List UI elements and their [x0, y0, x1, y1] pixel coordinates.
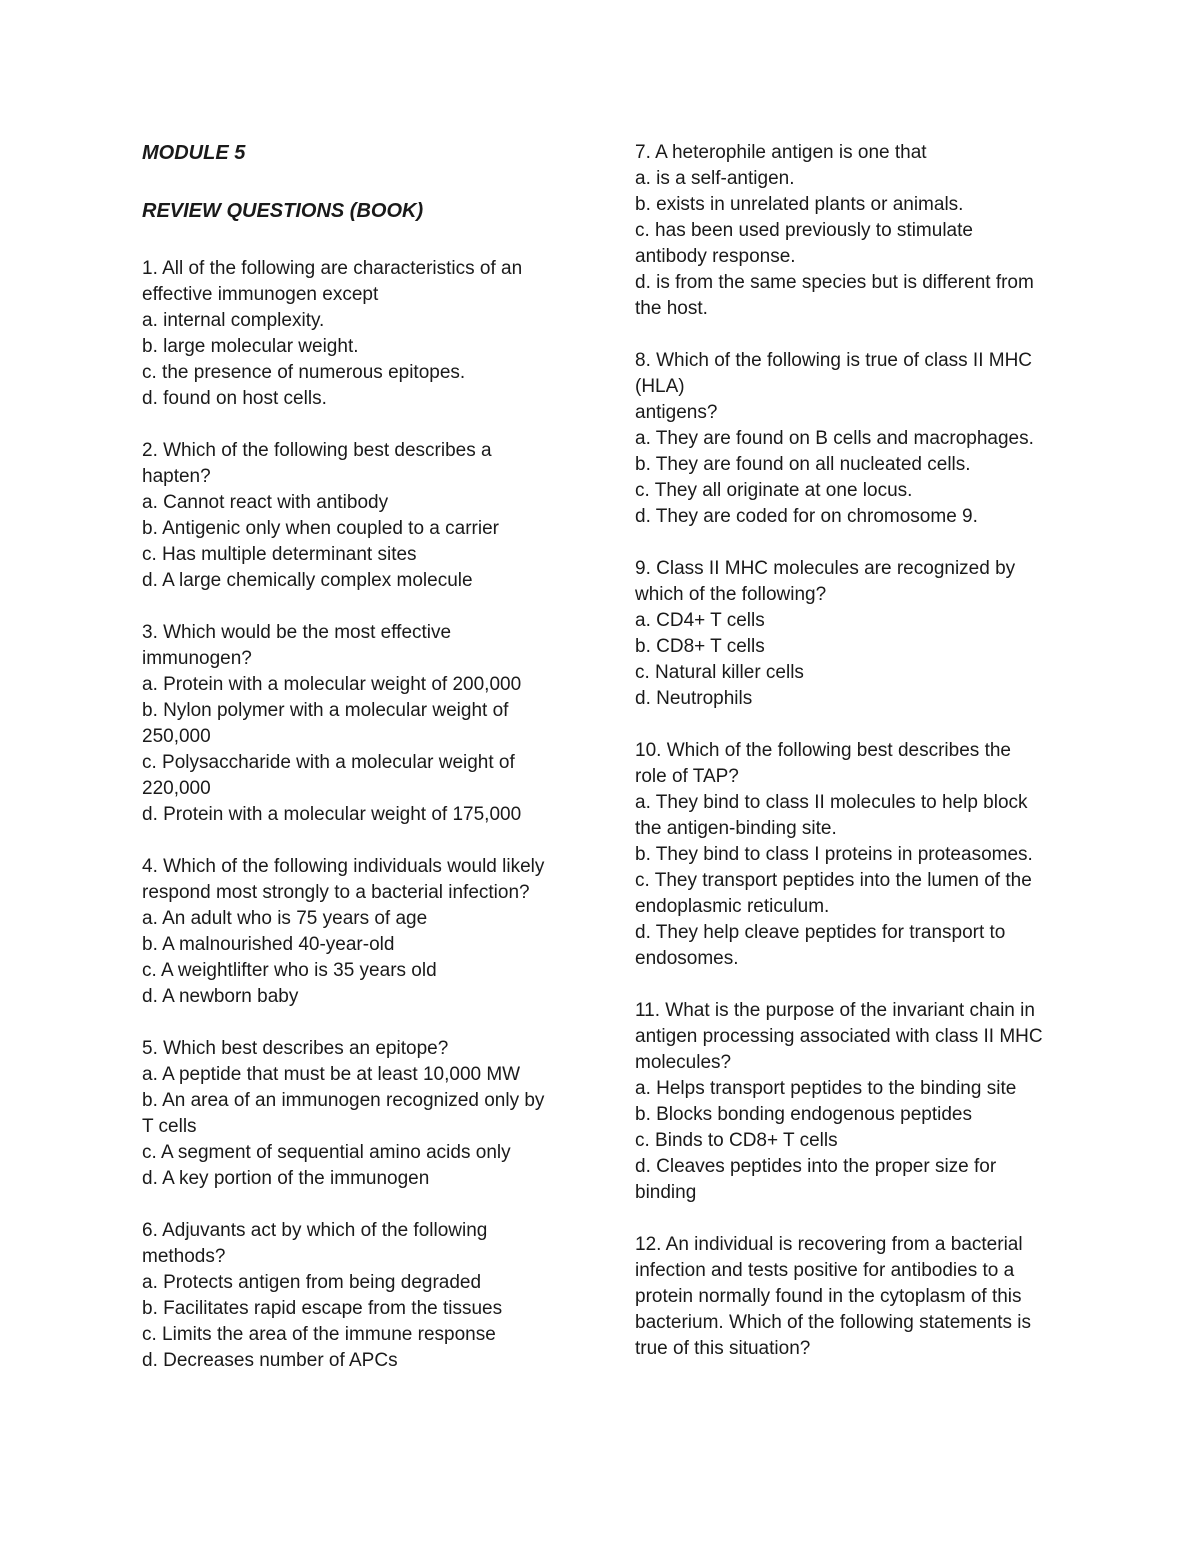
question-line: b. exists in unrelated plants or animals. — [635, 194, 964, 215]
question-line: c. Natural killer cells — [635, 662, 804, 683]
question-line: b. Blocks bonding endogenous peptides — [635, 1104, 972, 1125]
question-line: b. large molecular weight. — [142, 336, 359, 357]
question-line: 220,000 — [142, 778, 211, 799]
question-line: 8. Which of the following is true of class II MHC — [635, 350, 1033, 371]
question-line: d. Cleaves peptides into the proper size for — [635, 1156, 997, 1177]
question-line: T cells — [142, 1116, 197, 1137]
question-line: a. An adult who is 75 years of age — [142, 908, 428, 929]
question-line: 4. Which of the following individuals would likely — [142, 856, 545, 877]
question-line: 10. Which of the following best describes the — [635, 740, 1011, 761]
question-line: b. They bind to class I proteins in proteasomes. — [635, 844, 1033, 865]
question-line: binding — [635, 1182, 697, 1203]
question-line: d. A key portion of the immunogen — [142, 1168, 430, 1189]
question-line: 7. A heterophile antigen is one that — [635, 142, 927, 163]
question-line: infection and tests positive for antibodies to a — [635, 1260, 1015, 1281]
question-line: which of the following? — [635, 584, 827, 605]
question-line: 3. Which would be the most effective — [142, 622, 452, 643]
question-line: d. They help cleave peptides for transport to — [635, 922, 1006, 943]
question-block — [635, 556, 1075, 712]
question-block — [142, 438, 582, 594]
question-line: b. CD8+ T cells — [635, 636, 765, 657]
question-line: protein normally found in the cytoplasm of this — [635, 1286, 1022, 1307]
question-line: respond most strongly to a bacterial infection? — [142, 882, 530, 903]
question-line: a. Helps transport peptides to the binding site — [635, 1078, 1017, 1099]
question-line: c. A weightlifter who is 35 years old — [142, 960, 437, 981]
question-line: the host. — [635, 298, 708, 319]
question-line: d. A newborn baby — [142, 986, 299, 1007]
question-line: c. They all originate at one locus. — [635, 480, 913, 501]
section-title: REVIEW QUESTIONS (BOOK) — [142, 200, 424, 222]
question-line: c. Polysaccharide with a molecular weight of — [142, 752, 515, 773]
question-line: a. Protein with a molecular weight of 200,000 — [142, 674, 522, 695]
right-question-list — [635, 140, 1075, 1362]
question-line: methods? — [142, 1246, 226, 1267]
question-line: b. Nylon polymer with a molecular weight of — [142, 700, 509, 721]
question-line: endoplasmic reticulum. — [635, 896, 830, 917]
question-line: a. Cannot react with antibody — [142, 492, 389, 513]
question-block — [142, 1036, 582, 1192]
question-line: c. the presence of numerous epitopes. — [142, 362, 466, 383]
question-line: a. CD4+ T cells — [635, 610, 765, 631]
question-line: 12. An individual is recovering from a bacterial — [635, 1234, 1023, 1255]
question-line: c. They transport peptides into the lumen of the — [635, 870, 1032, 891]
question-line: 5. Which best describes an epitope? — [142, 1038, 449, 1059]
question-block — [635, 140, 1075, 322]
question-line: c. A segment of sequential amino acids only — [142, 1142, 511, 1163]
question-line: true of this situation? — [635, 1338, 811, 1359]
question-line: d. Decreases number of APCs — [142, 1350, 398, 1371]
question-line: bacterium. Which of the following statements is — [635, 1312, 1032, 1333]
question-block — [635, 348, 1075, 530]
question-line: the antigen-binding site. — [635, 818, 837, 839]
question-line: b. An area of an immunogen recognized only by — [142, 1090, 545, 1111]
right-column — [635, 140, 1075, 1388]
question-line: hapten? — [142, 466, 211, 487]
question-line: b. Facilitates rapid escape from the tissues — [142, 1298, 503, 1319]
question-line: c. has been used previously to stimulate — [635, 220, 973, 241]
question-line: a. A peptide that must be at least 10,000 MW — [142, 1064, 521, 1085]
question-line: c. Has multiple determinant sites — [142, 544, 417, 565]
question-line: d. is from the same species but is different from — [635, 272, 1034, 293]
question-line: c. Limits the area of the immune response — [142, 1324, 496, 1345]
question-line: immunogen? — [142, 648, 252, 669]
question-line: molecules? — [635, 1052, 732, 1073]
question-line: a. Protects antigen from being degraded — [142, 1272, 482, 1293]
question-line: a. internal complexity. — [142, 310, 325, 331]
question-block — [142, 1218, 582, 1374]
question-line: (HLA) — [635, 376, 685, 397]
question-line: b. They are found on all nucleated cells. — [635, 454, 971, 475]
question-line: effective immunogen except — [142, 284, 379, 305]
question-line: role of TAP? — [635, 766, 739, 787]
question-line: 1. All of the following are characteristics of an — [142, 258, 523, 279]
question-line: c. Binds to CD8+ T cells — [635, 1130, 838, 1151]
question-line: a. They bind to class II molecules to help block — [635, 792, 1028, 813]
question-block — [142, 620, 582, 828]
question-line: 11. What is the purpose of the invariant chain in — [635, 1000, 1035, 1021]
question-line: b. Antigenic only when coupled to a carrier — [142, 518, 499, 539]
question-line: 2. Which of the following best describes a — [142, 440, 492, 461]
question-line: 6. Adjuvants act by which of the following — [142, 1220, 488, 1241]
question-line: endosomes. — [635, 948, 739, 969]
question-line: a. is a self-antigen. — [635, 168, 795, 189]
question-line: d. They are coded for on chromosome 9. — [635, 506, 978, 527]
left-question-list — [142, 256, 582, 1374]
module-title: MODULE 5 — [142, 142, 246, 164]
question-line: d. A large chemically complex molecule — [142, 570, 473, 591]
question-line: d. Protein with a molecular weight of 175,000 — [142, 804, 522, 825]
question-block — [142, 256, 582, 412]
question-line: 9. Class II MHC molecules are recognized by — [635, 558, 1016, 579]
question-line: d. Neutrophils — [635, 688, 753, 709]
question-block — [142, 854, 582, 1010]
question-line: antigens? — [635, 402, 718, 423]
question-block — [635, 738, 1075, 972]
question-line: d. found on host cells. — [142, 388, 327, 409]
question-line: a. They are found on B cells and macrophages. — [635, 428, 1034, 449]
left-column — [142, 140, 582, 1400]
question-line: 250,000 — [142, 726, 211, 747]
question-line: b. A malnourished 40-year-old — [142, 934, 395, 955]
question-line: antigen processing associated with class II MHC — [635, 1026, 1043, 1047]
question-line: antibody response. — [635, 246, 796, 267]
question-block — [635, 998, 1075, 1206]
question-block — [635, 1232, 1075, 1362]
